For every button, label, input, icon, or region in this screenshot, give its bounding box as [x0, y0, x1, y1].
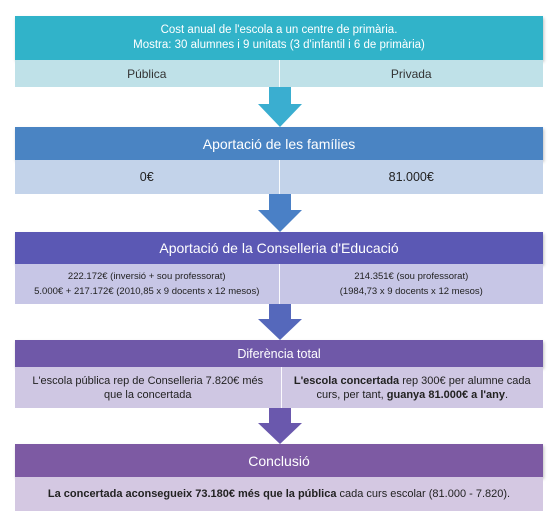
down-arrow-icon — [258, 408, 302, 444]
difference-private-segment: rep 300€ per alumne cada curs, per tant, — [316, 374, 531, 401]
conselleria-private-line-1: 214.351€ (sou professorat) — [354, 271, 469, 282]
cost-title-line-1: Cost anual de l'escola a un centre de primària. — [160, 24, 398, 36]
cost-body — [15, 60, 543, 87]
families-cell-private: 81.000€ — [279, 160, 544, 194]
families-title: Aportació de les famílies — [202, 135, 356, 152]
families-cell-public: 0€ — [139, 170, 154, 184]
conclusion-segment: cada curs escolar (81.000 - 7.820). — [336, 488, 511, 500]
conselleria-header — [15, 232, 543, 264]
difference-private-segment: L'escola concertada — [293, 374, 400, 387]
conclusion-body — [15, 477, 543, 511]
cost-cell-public: Pública — [127, 66, 167, 81]
families-header — [15, 127, 543, 160]
cost-cell-private: Privada — [279, 60, 544, 87]
conclusion-title: Conclusió — [248, 452, 310, 469]
conclusion-cell — [15, 477, 543, 511]
difference-body — [15, 367, 543, 408]
conselleria-cell-public — [15, 264, 279, 304]
conselleria-title: Aportació de la Conselleria d'Educació — [159, 240, 399, 256]
down-arrow-icon — [258, 304, 302, 340]
difference-header — [15, 340, 543, 367]
conclusion-header — [15, 444, 543, 477]
difference-cell-private — [281, 367, 544, 408]
difference-private-segment: guanya 81.000€ a l'any — [386, 388, 505, 401]
cost-title — [15, 16, 543, 60]
conselleria-body — [15, 264, 543, 304]
conselleria-cell-private — [279, 264, 544, 304]
down-arrow-icon — [258, 87, 302, 127]
difference-title: Diferència total — [237, 346, 321, 361]
difference-private-segment: . — [504, 388, 509, 401]
difference-private-text — [292, 374, 534, 402]
conclusion-segment: La concertada aconsegueix 73.180€ més que la pública — [47, 488, 337, 500]
difference-public-text: L'escola pública rep de Conselleria 7.820€ més que la concertada — [32, 374, 264, 401]
conselleria-public-line-2: 5.000€ + 217.172€ (2010,85 x 9 docents x 12 mesos) — [34, 286, 260, 297]
conselleria-private-line-2: (1984,73 x 9 docents x 12 mesos) — [339, 286, 483, 297]
down-arrow-icon — [258, 194, 302, 232]
families-body — [15, 160, 543, 194]
conclusion-text — [48, 488, 510, 500]
cost-title-line-2: Mostra: 30 alumnes i 9 unitats (3 d'infantil i 6 de primària) — [133, 39, 425, 51]
conselleria-public-line-1: 222.172€ (inversió + sou professorat) — [67, 271, 226, 282]
difference-cell-public — [15, 367, 281, 408]
